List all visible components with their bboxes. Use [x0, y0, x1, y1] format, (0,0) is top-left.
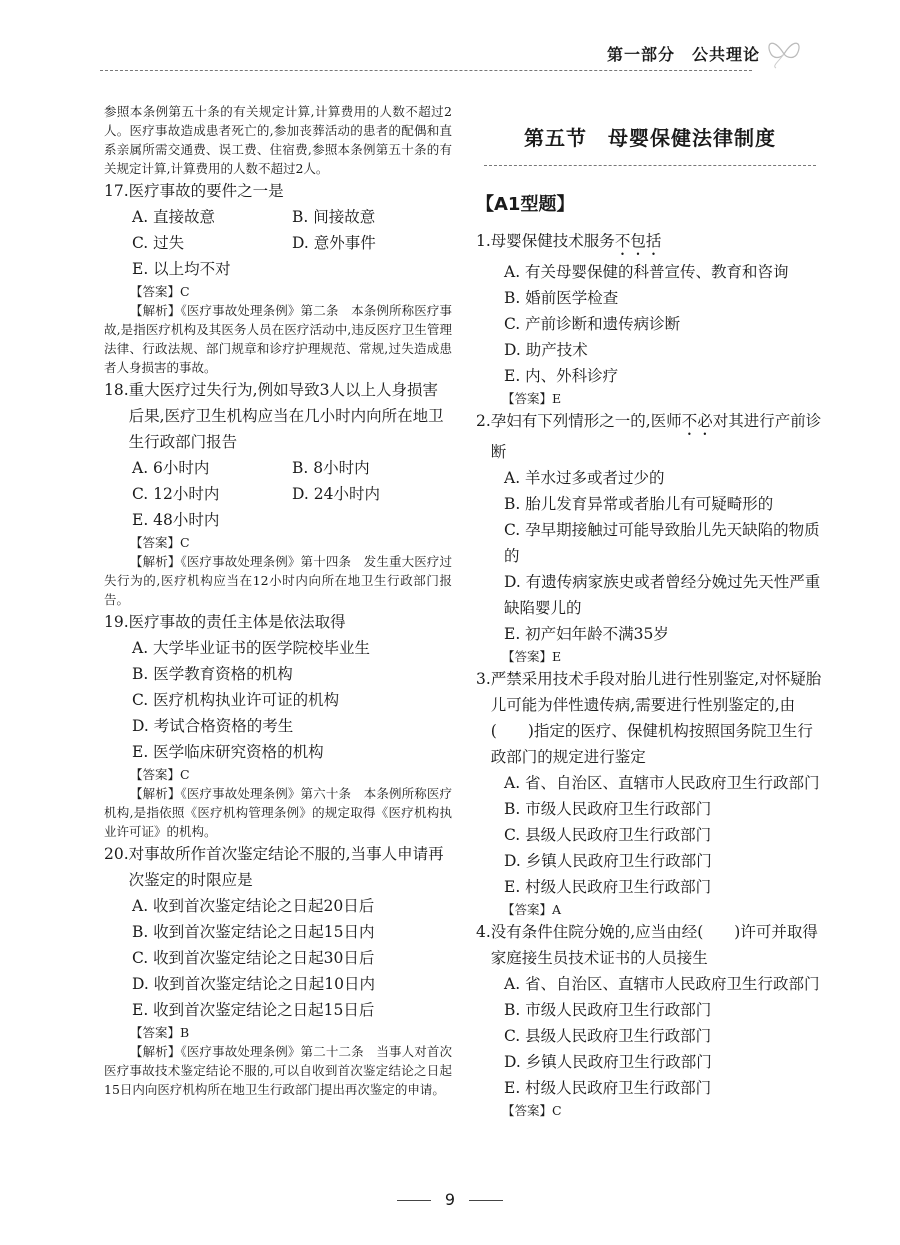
option-c: C. 孕早期接触过可能导致胎儿先天缺陷的物质的	[504, 521, 820, 565]
option-e: E. 医学临床研究资格的机构	[132, 743, 324, 761]
question-stem: 医疗事故的要件之一是	[128, 182, 284, 200]
answer: 【答案】C	[130, 535, 190, 550]
emphasized-text: 不包括	[614, 232, 662, 250]
option-e: E. 以上均不对	[132, 260, 231, 278]
option-c: C. 过失	[132, 234, 185, 252]
option-b: B. 市级人民政府卫生行政部门	[504, 1001, 712, 1019]
question-stem: 重大医疗过失行为,例如导致3人以上人身损害后果,医疗卫生机构应当在几小时内向所在地卫生行政部门报告	[128, 381, 444, 451]
question-type-heading: 【A1型题】	[476, 194, 575, 215]
question-19	[104, 609, 452, 635]
question-stem: 医疗事故的责任主体是依法取得	[128, 613, 346, 631]
option-e: E. 收到首次鉴定结论之日起15日后	[132, 1001, 375, 1019]
continued-explanation: 参照本条例第五十条的有关规定计算,计算费用的人数不超过2人。医疗事故造成患者死亡的,参加丧葬活动的患者的配偶和直系亲属所需交通费、误工费、住宿费,参照本条例第五十条的有关规定计算,计算费用的人数不超过2人。	[104, 104, 452, 176]
page-number: 9	[444, 1190, 456, 1209]
option-a: A. 省、自治区、直辖市人民政府卫生行政部门	[504, 975, 820, 993]
option-d: D. 乡镇人民政府卫生行政部门	[504, 1053, 712, 1071]
right-column	[476, 102, 824, 1120]
option-e: E. 48小时内	[132, 511, 220, 529]
question-4	[476, 919, 824, 971]
page-footer	[0, 1190, 900, 1209]
question-stem: 严禁采用技术手段对胎儿进行性别鉴定,对怀疑胎儿可能为伴性遗传病,需要进行性别鉴定的,由( )指定的医疗、保健机构按照国务院卫生行政部门的规定进行鉴定	[490, 670, 822, 766]
option-a: A. 大学毕业证书的医学院校毕业生	[132, 639, 371, 657]
option-b: B. 市级人民政府卫生行政部门	[504, 800, 712, 818]
option-c: C. 12小时内	[132, 485, 220, 503]
option-a: A. 直接故意	[132, 208, 216, 226]
option-d: D. 24小时内	[292, 485, 380, 503]
question-18	[104, 377, 452, 455]
question-stem: 对事故所作首次鉴定结论不服的,当事人申请再次鉴定的时限应是	[128, 845, 444, 889]
answer: 【答案】E	[502, 649, 562, 664]
option-c: C. 产前诊断和遗传病诊断	[504, 315, 681, 333]
option-b: B. 医学教育资格的机构	[132, 665, 293, 683]
stem-text: 母婴保健技术服务	[490, 232, 615, 250]
option-c: C. 县级人民政府卫生行政部门	[504, 826, 712, 844]
question-stem: 没有条件住院分娩的,应当由经( )许可并取得家庭接生员技术证书的人员接生	[490, 923, 818, 967]
option-b: B. 胎儿发育异常或者胎儿有可疑畸形的	[504, 495, 774, 513]
running-head: 第一部分 公共理论	[606, 45, 760, 64]
header-divider	[100, 70, 752, 71]
question-20	[104, 841, 452, 893]
option-c: C. 医疗机构执业许可证的机构	[132, 691, 340, 709]
options	[104, 455, 452, 507]
option-d: D. 有遗传病家族史或者曾经分娩过先天性严重缺陷婴儿的	[504, 573, 821, 617]
question-number: 19.	[104, 613, 129, 631]
option-d: D. 考试合格资格的考生	[132, 717, 294, 735]
question-2	[476, 408, 824, 465]
question-number: 4.	[476, 923, 491, 941]
answer: 【答案】C	[502, 1103, 562, 1118]
butterfly-ornament-icon	[764, 34, 804, 70]
emphasized-text: 不必	[681, 412, 713, 430]
left-column	[104, 102, 452, 1099]
option-e: E. 村级人民政府卫生行政部门	[504, 1079, 712, 1097]
answer: 【答案】C	[130, 767, 190, 782]
answer: 【答案】B	[130, 1025, 190, 1040]
option-b: B. 间接故意	[292, 208, 376, 226]
question-number: 1.	[476, 232, 491, 250]
option-e: E. 内、外科诊疗	[504, 367, 619, 385]
option-b: B. 8小时内	[292, 459, 370, 477]
explanation: 【解析】《医疗事故处理条例》第六十条 本条例所称医疗机构,是指依照《医疗机构管理条例》的规定取得《医疗机构执业许可证》的机构。	[104, 786, 452, 839]
question-number: 17.	[104, 182, 129, 200]
option-a: A. 收到首次鉴定结论之日起20日后	[132, 897, 375, 915]
question-number: 2.	[476, 412, 491, 430]
answer: 【答案】A	[502, 902, 562, 917]
option-d: D. 乡镇人民政府卫生行政部门	[504, 852, 712, 870]
explanation: 【解析】《医疗事故处理条例》第二十二条 当事人对首次医疗事故技术鉴定结论不服的,可以自收到首次鉴定结论之日起15日内向医疗机构所在地卫生行政部门提出再次鉴定的申请。	[104, 1044, 452, 1097]
question-number: 18.	[104, 381, 129, 399]
option-d: D. 意外事件	[292, 234, 376, 252]
option-e: E. 村级人民政府卫生行政部门	[504, 878, 712, 896]
explanation: 【解析】《医疗事故处理条例》第十四条 发生重大医疗过失行为的,医疗机构应当在12小时内向所在地卫生行政部门报告。	[104, 554, 452, 607]
question-number: 20.	[104, 845, 129, 863]
explanation: 【解析】《医疗事故处理条例》第二条 本条例所称医疗事故,是指医疗机构及其医务人员在医疗活动中,违反医疗卫生管理法律、行政法规、部门规章和诊疗护理规范、常规,过失造成患者人身损害的事故。	[104, 303, 452, 375]
footer-dash	[469, 1200, 503, 1201]
option-a: A. 有关母婴保健的科普宣传、教育和咨询	[504, 263, 789, 281]
question-17	[104, 178, 452, 204]
section-title: 第五节 母婴保健法律制度	[524, 126, 776, 150]
option-a: A. 省、自治区、直辖市人民政府卫生行政部门	[504, 774, 820, 792]
stem-text: 孕妇有下列情形之一的,医师	[490, 412, 682, 430]
stem-text: 对其进行产前诊断	[490, 412, 822, 461]
option-e: E. 初产妇年龄不满35岁	[504, 625, 669, 643]
question-3	[476, 666, 824, 770]
option-a: A. 羊水过多或者过少的	[504, 469, 665, 487]
option-c: C. 收到首次鉴定结论之日起30日后	[132, 949, 375, 967]
question-1	[476, 228, 824, 259]
option-d: D. 助产技术	[504, 341, 588, 359]
section-divider	[484, 165, 816, 166]
answer: 【答案】E	[502, 391, 562, 406]
footer-dash	[397, 1200, 431, 1201]
answer: 【答案】C	[130, 284, 190, 299]
option-b: B. 收到首次鉴定结论之日起15日内	[132, 923, 375, 941]
options	[104, 204, 452, 256]
question-stem	[491, 228, 824, 259]
page-header	[100, 34, 800, 74]
option-d: D. 收到首次鉴定结论之日起10日内	[132, 975, 375, 993]
question-number: 3.	[476, 670, 491, 688]
option-a: A. 6小时内	[132, 459, 210, 477]
question-stem	[491, 408, 824, 465]
option-b: B. 婚前医学检查	[504, 289, 619, 307]
option-c: C. 县级人民政府卫生行政部门	[504, 1027, 712, 1045]
